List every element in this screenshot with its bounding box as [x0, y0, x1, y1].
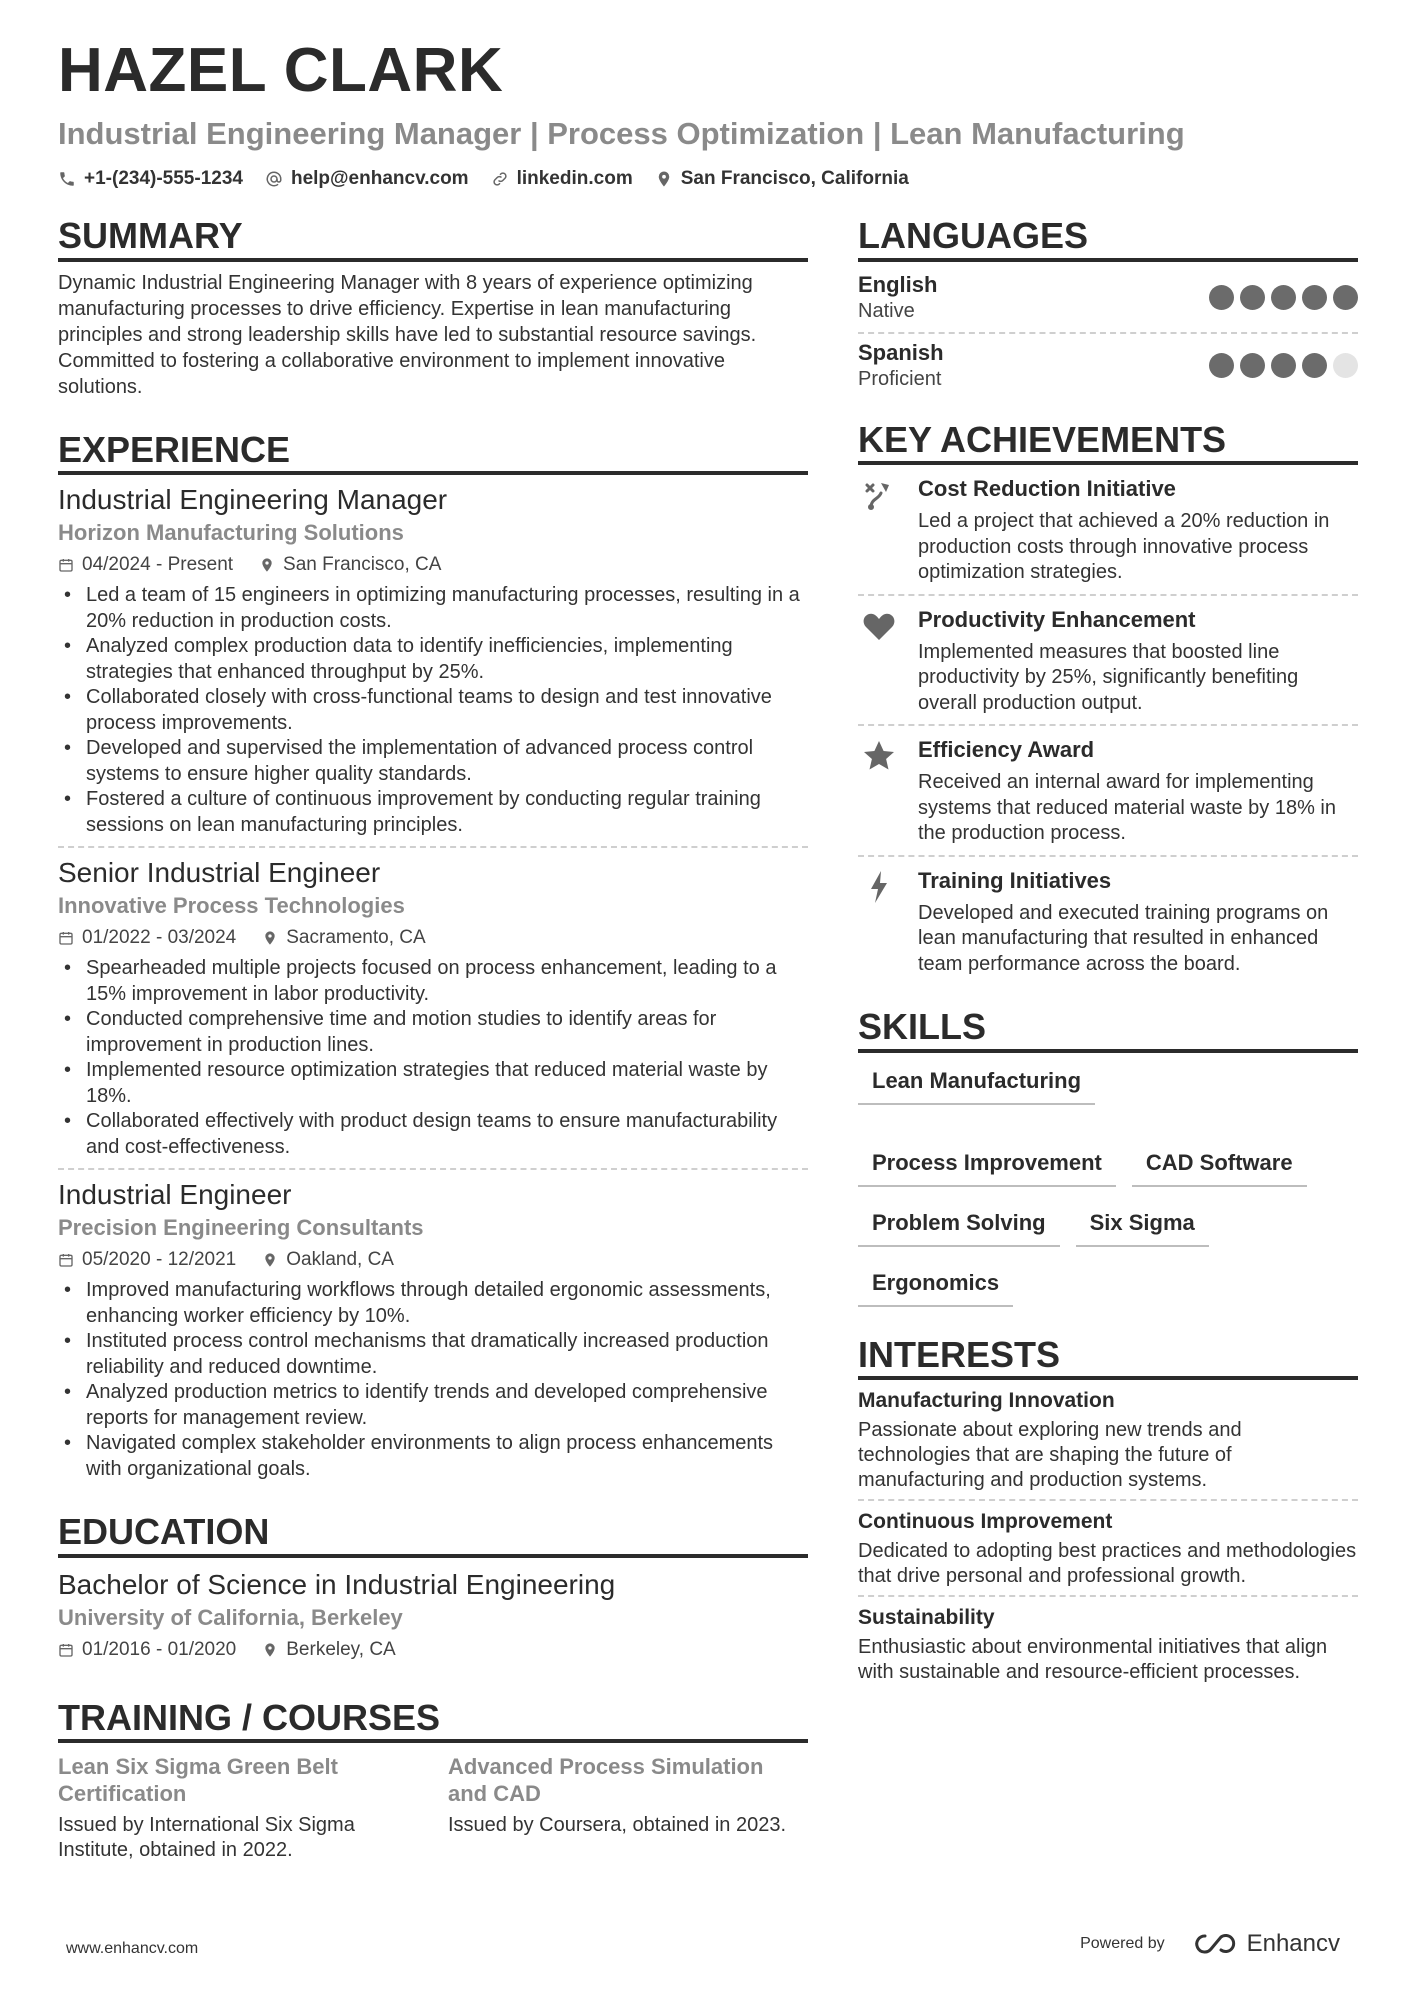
bullet: • Analyzed production metrics to identify trends and developed comprehensive reports for management review. [58, 1380, 808, 1431]
skills-title: SKILLS [858, 1007, 1358, 1053]
school-name: University of California, Berkeley [58, 1604, 403, 1630]
training-section [58, 1698, 808, 1864]
course-title: Advanced Process Simulation and CAD [448, 1754, 764, 1807]
rating-dot [1271, 285, 1296, 310]
job-location-text: Sacramento, CA [286, 927, 426, 949]
interest-item [858, 1595, 1358, 1691]
achievement-desc: Led a project that achieved a 20% reduction in production costs through innovative process optimization strategies. [918, 510, 1330, 584]
experience-title: EXPERIENCE [58, 430, 808, 476]
skill-tag: CAD Software [1132, 1149, 1307, 1187]
job-company: Innovative Process Technologies [58, 893, 405, 919]
job-entry [58, 1168, 808, 1490]
contact-bar [58, 168, 909, 190]
location-text: San Francisco, California [680, 168, 909, 189]
achievement-title: Efficiency Award [918, 737, 1095, 763]
phone-icon [58, 170, 76, 188]
bullet: • Instituted process control mechanisms that dramatically increased production reliability and reduced downtime. [58, 1329, 808, 1380]
skills-section [858, 1007, 1358, 1307]
location-pin-icon [262, 1252, 278, 1268]
job-bullets [58, 583, 808, 838]
job-dates [58, 926, 236, 950]
language-name: Spanish [858, 339, 944, 365]
languages-title: LANGUAGES [858, 216, 1358, 262]
achievement-item [858, 594, 1358, 725]
interest-item [858, 1499, 1358, 1595]
course-title: Lean Six Sigma Green Belt Certification [58, 1754, 338, 1807]
achievement-item [858, 855, 1358, 986]
achievement-desc: Implemented measures that boosted line productivity by 25%, significantly benefiting overall production output. [918, 640, 1299, 714]
language-rating [1209, 353, 1358, 378]
rating-dot [1333, 353, 1358, 378]
bullet: • Analyzed complex production data to identify inefficiencies, implementing strategies that enhanced throughput by 25%. [58, 634, 808, 685]
rating-dot [1209, 353, 1234, 378]
calendar-icon [58, 930, 74, 946]
summary-section [58, 216, 808, 400]
education-meta [58, 1638, 808, 1662]
bullet: • Spearheaded multiple projects focused on process enhancement, leading to a 15% improvement in labor productivity. [58, 956, 808, 1007]
achievements-section [858, 420, 1358, 986]
candidate-name: HAZEL CLARK [58, 36, 504, 105]
course-desc: Issued by Coursera, obtained in 2023. [448, 1814, 786, 1837]
course-list [58, 1753, 808, 1863]
bullet: • Improved manufacturing workflows through detailed ergonomic assessments, enhancing worker efficiency by 10%. [58, 1278, 808, 1329]
achievement-item [858, 724, 1358, 855]
education-location [262, 1638, 395, 1662]
rating-dot [1302, 285, 1327, 310]
enhancv-logo-icon [1191, 1931, 1237, 1957]
language-rating [1209, 285, 1358, 310]
bullet: • Navigated complex stakeholder environments to align process enhancements with organizational goals. [58, 1431, 808, 1482]
bullet: • Collaborated closely with cross-functional teams to design and test innovative process improvements. [58, 685, 808, 736]
footer-branding [1080, 1930, 1340, 1958]
job-location-text: Oakland, CA [286, 1249, 394, 1271]
skill-tag: Problem Solving [858, 1209, 1060, 1247]
calendar-icon [58, 1642, 74, 1658]
bullet: • Implemented resource optimization strategies that reduced material waste by 18%. [58, 1058, 808, 1109]
location-pin-icon [262, 1642, 278, 1658]
right-column [858, 216, 1358, 1691]
achievement-title: Training Initiatives [918, 867, 1112, 893]
interest-desc: Passionate about exploring new trends and technologies that are shaping the future of manufacturing and production systems. [858, 1419, 1242, 1492]
contact-phone[interactable] [58, 168, 243, 190]
rating-dot [1240, 353, 1265, 378]
course-item [58, 1753, 418, 1863]
education-section [58, 1512, 808, 1662]
skill-tag: Six Sigma [1076, 1209, 1209, 1247]
language-level: Native [858, 299, 915, 322]
interest-desc: Enthusiastic about environmental initiatives that align with sustainable and resource-efficient processes. [858, 1636, 1328, 1684]
summary-text: Dynamic Industrial Engineering Manager with 8 years of experience optimizing manufacturing processes to drive efficiency. Expertise in lean manufacturing principles and strong leadership skills have led to substantial resource savings. Committed to fostering a collaborative environment to implement innovative solutions. [58, 271, 757, 398]
job-dates-text: 04/2024 - Present [82, 554, 234, 576]
achievement-title: Productivity Enhancement [918, 606, 1196, 632]
job-location-text: San Francisco, CA [283, 554, 442, 576]
brand-name: Enhancv [1246, 1930, 1340, 1957]
contact-email[interactable] [265, 168, 469, 190]
linkedin-text: linkedin.com [516, 168, 633, 189]
job-location [262, 1248, 394, 1272]
enhancv-logo[interactable] [1191, 1930, 1340, 1958]
calendar-icon [58, 1252, 74, 1268]
job-dates [58, 1248, 236, 1272]
location-pin-icon [262, 930, 278, 946]
experience-section [58, 430, 808, 1491]
skill-tag: Lean Manufacturing [858, 1067, 1095, 1105]
job-meta [58, 553, 808, 577]
job-dates [58, 553, 233, 577]
job-location [259, 553, 441, 577]
contact-location [655, 168, 909, 190]
contact-linkedin[interactable] [491, 168, 633, 190]
powered-by-text: Powered by [1080, 1935, 1165, 1952]
course-desc: Issued by International Six Sigma Institute, obtained in 2022. [58, 1814, 355, 1862]
location-pin-icon [259, 557, 275, 573]
job-dates-text: 01/2022 - 03/2024 [82, 927, 237, 949]
job-company: Precision Engineering Consultants [58, 1215, 424, 1241]
interest-title: Continuous Improvement [858, 1510, 1113, 1534]
job-location [262, 926, 425, 950]
interest-title: Manufacturing Innovation [858, 1389, 1115, 1413]
phone-text: +1-(234)-555-1234 [84, 168, 243, 189]
heart-icon [858, 606, 900, 717]
left-column [58, 216, 808, 1863]
education-dates [58, 1638, 236, 1662]
interests-section [858, 1335, 1358, 1692]
education-location-text: Berkeley, CA [286, 1638, 396, 1660]
job-dates-text: 05/2020 - 12/2021 [82, 1249, 237, 1271]
skill-tag: Ergonomics [858, 1269, 1013, 1307]
interest-title: Sustainability [858, 1606, 995, 1630]
bullet: • Collaborated effectively with product design teams to ensure manufacturability and cost-effectiveness. [58, 1109, 808, 1160]
language-name: English [858, 271, 938, 297]
achievement-title: Cost Reduction Initiative [918, 476, 1176, 502]
rating-dot [1271, 353, 1296, 378]
job-bullets [58, 1278, 808, 1482]
skill-tag: Process Improvement [858, 1149, 1116, 1187]
achievement-desc: Developed and executed training programs on lean manufacturing that resulted in enhanced team performance across the board. [918, 901, 1329, 975]
rating-dot [1302, 353, 1327, 378]
degree-title: Bachelor of Science in Industrial Engineering [58, 1568, 616, 1600]
job-entry [58, 846, 808, 1168]
language-item [858, 266, 1358, 332]
route-icon [858, 475, 900, 586]
bullet: • Developed and supervised the implementation of advanced process control systems to ensure higher quality standards. [58, 736, 808, 787]
education-dates-text: 01/2016 - 01/2020 [82, 1638, 237, 1660]
rating-dot [1209, 285, 1234, 310]
rating-dot [1240, 285, 1265, 310]
job-title: Industrial Engineer [58, 1179, 292, 1211]
achievements-title: KEY ACHIEVEMENTS [858, 420, 1358, 466]
job-title: Senior Industrial Engineer [58, 857, 381, 889]
lightning-icon [858, 867, 900, 978]
language-level: Proficient [858, 367, 942, 390]
job-title: Industrial Engineering Manager [58, 484, 448, 516]
footer-website[interactable]: www.enhancv.com [66, 1940, 199, 1957]
summary-title: SUMMARY [58, 216, 808, 262]
job-meta [58, 926, 808, 950]
bullet: • Conducted comprehensive time and motion studies to identify areas for improvement in production lines. [58, 1007, 808, 1058]
job-meta [58, 1248, 808, 1272]
job-company: Horizon Manufacturing Solutions [58, 520, 404, 546]
location-pin-icon [655, 170, 673, 188]
education-title: EDUCATION [58, 1512, 808, 1558]
link-icon [491, 170, 509, 188]
languages-section [858, 216, 1358, 400]
job-entry [58, 475, 808, 846]
interest-desc: Dedicated to adopting best practices and methodologies that drive personal and professional growth. [858, 1540, 1357, 1588]
headline: Industrial Engineering Manager | Process Optimization | Lean Manufacturing [58, 116, 1185, 151]
job-bullets [58, 956, 808, 1160]
achievement-desc: Received an internal award for implementing systems that reduced material waste by 18% in the production process. [918, 771, 1336, 845]
achievement-item [858, 465, 1358, 594]
bullet: • Led a team of 15 engineers in optimizing manufacturing processes, resulting in a 20% reduction in production costs. [58, 583, 808, 634]
skills-list [858, 1067, 1348, 1307]
rating-dot [1333, 285, 1358, 310]
training-title: TRAINING / COURSES [58, 1698, 808, 1744]
language-item [858, 332, 1358, 400]
bullet: • Fostered a culture of continuous improvement by conducting regular training sessions on lean manufacturing principles. [58, 787, 808, 838]
at-icon [265, 170, 283, 188]
course-item [448, 1753, 808, 1863]
calendar-icon [58, 557, 74, 573]
email-text: help@enhancv.com [290, 168, 469, 189]
star-icon [858, 736, 900, 847]
interests-title: INTERESTS [858, 1335, 1358, 1381]
interest-item [858, 1380, 1358, 1499]
